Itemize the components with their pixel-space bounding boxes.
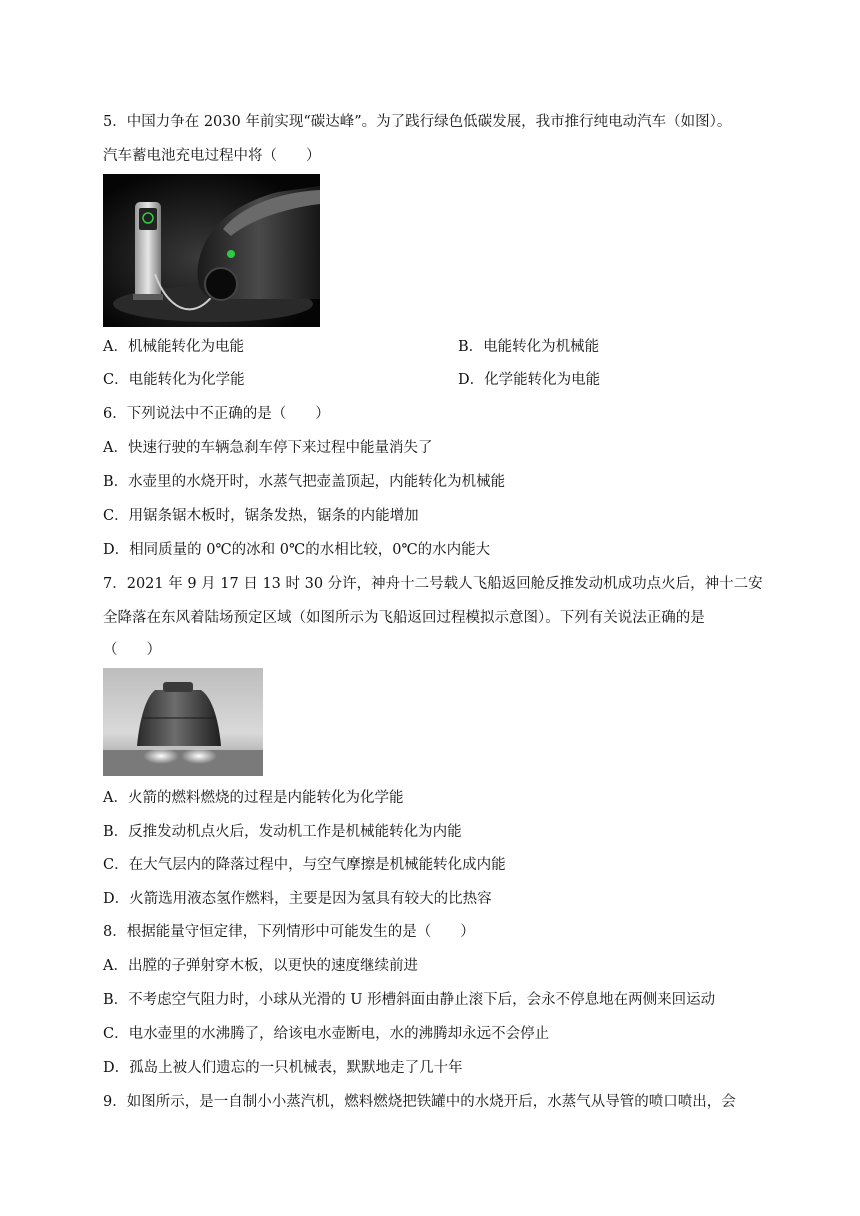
q5-option-d: D．化学能转化为电能 xyxy=(458,372,601,388)
q7-stem-line2: 全降落在东风着陆场预定区域（如图所示为飞船返回过程模拟示意图）。下列有关说法正确的是 xyxy=(103,610,705,626)
q5-stem-line2: 汽车蓄电池充电过程中将（ ） xyxy=(103,148,321,164)
q8-option-d: D．孤岛上被人们遗忘的一只机械表，默默地走了几十年 xyxy=(103,1060,463,1076)
q8-option-b: B．不考虑空气阻力时，小球从光滑的 U 形槽斜面由静止滚下后，会永不停息地在两侧来回运动 xyxy=(103,992,716,1008)
q5-option-b: B．电能转化为机械能 xyxy=(458,339,600,355)
q8-option-a: A．出膛的子弹射穿木板，以更快的速度继续前进 xyxy=(103,958,418,974)
q5-option-a: A．机械能转化为电能 xyxy=(103,339,244,355)
q7-option-c: C．在大气层内的降落过程中，与空气摩擦是机械能转化成内能 xyxy=(103,857,506,873)
q6-option-c: C．用锯条锯木板时，锯条发热，锯条的内能增加 xyxy=(103,508,419,524)
q6-stem: 6．下列说法中不正确的是（ ） xyxy=(103,406,330,422)
reentry-capsule-figure xyxy=(103,668,263,776)
q5-option-c: C．电能转化为化学能 xyxy=(103,372,245,388)
q9-stem-line1: 9．如图所示，是一自制小小蒸汽机，燃料燃烧把铁罐中的水烧开后，水蒸气从导管的喷口喷出，会 xyxy=(103,1094,736,1110)
ev-charging-figure xyxy=(103,174,320,327)
q7-stem-line1: 7．2021 年 9 月 17 日 13 时 30 分许，神舟十二号载人飞船返回舱反推发动机成功点火后，神十二安 xyxy=(103,576,763,592)
q5-stem-line1: 5．中国力争在 2030 年前实现“碳达峰”。为了践行绿色低碳发展，我市推行纯电动汽车（如图）。 xyxy=(103,114,732,130)
q8-option-c: C．电水壶里的水沸腾了，给该电水壶断电，水的沸腾却永远不会停止 xyxy=(103,1026,550,1042)
q7-option-d: D．火箭选用液态氢作燃料，主要是因为氢具有较大的比热容 xyxy=(103,891,492,907)
q6-option-d: D．相同质量的 0℃的冰和 0℃的水相比较，0℃的水内能大 xyxy=(103,542,491,558)
q6-option-b: B．水壶里的水烧开时，水蒸气把壶盖顶起，内能转化为机械能 xyxy=(103,474,506,490)
ev-charging-image xyxy=(103,174,320,327)
q8-stem: 8．根据能量守恒定律，下列情形中可能发生的是（ ） xyxy=(103,924,475,940)
reentry-capsule-image xyxy=(103,668,263,776)
q7-option-a: A．火箭的燃料燃烧的过程是内能转化为化学能 xyxy=(103,790,404,806)
q6-option-a: A．快速行驶的车辆急刹车停下来过程中能量消失了 xyxy=(103,440,433,456)
q7-stem-line3: （ ） xyxy=(103,642,161,658)
q7-option-b: B．反推发动机点火后，发动机工作是机械能转化为内能 xyxy=(103,824,462,840)
